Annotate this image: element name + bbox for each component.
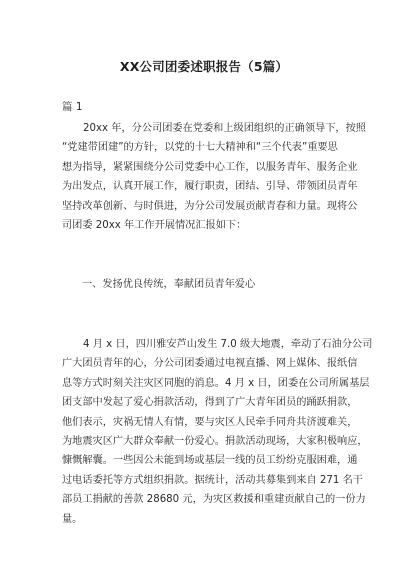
document-title: XX公司团委述职报告（5篇） (119, 59, 289, 74)
paragraph-1-line: 为出发点，认真开展工作，履行职责，团结、引导、带领团员青年 (62, 181, 358, 193)
paragraph-2-line: 过电话委托等方式组织捐款。据统计，活动共募集到来自 271 名干 (62, 474, 363, 486)
paragraph-2-line: 息等方式时刻关注灾区同胞的消息。4 月 x 日，团委在公司所属基层 (62, 377, 370, 389)
paragraph-1-line: 想为指导，紧紧围绕分公司党委中心工作，以服务青年、服务企业 (62, 161, 358, 173)
paragraph-2-line: 他们表示，灾祸无情人有情，要与灾区人民牵手同舟共济渡难关， (62, 416, 358, 428)
paragraph-2-line: 4 月 x 日，四川雅安芦山发生 7.0 级大地震，牵动了石油分公司 (83, 339, 373, 350)
paragraph-1-line: 坚持改革创新、与时俱进，为分公司发展贡献青春和力量。现将公 (62, 200, 358, 212)
paragraph-1 (62, 119, 366, 235)
paragraph-2 (62, 335, 373, 529)
paragraph-1-line: 20xx 年，分公司团委在党委和上级团组织的正确领导下，按照 (83, 123, 366, 134)
heading-1: 一、发扬优良传统，奉献团员青年爱心 (82, 279, 256, 290)
paragraph-2-line: 量。 (62, 513, 83, 525)
paragraph-2-line: 团支部中发起了爱心捐款活动，得到了广大青年团员的踊跃捐款， (62, 397, 358, 409)
section-label: 篇 1 (62, 101, 83, 113)
paragraph-1-line: “党建带团建”的方针，以党的十七大精神和“三个代表”重要思 (62, 142, 338, 154)
paragraph-2-line: 部员工捐献的善款 28680 元，为灾区救援和重建贡献自己的一份力 (62, 494, 366, 506)
paragraph-2-line: 广大团员青年的心，分公司团委通过电视直播、网上媒体、报纸信 (62, 358, 358, 370)
paragraph-2-line: 慷慨解囊。一些因公未能到场或基层一线的员工纷纷克服困难，通 (62, 455, 358, 467)
paragraph-2-line: 为地震灾区广大群众奉献一份爱心。捐款活动现场，大家积极响应， (62, 435, 368, 447)
paragraph-1-line: 司团委 20xx 年工作开展情况汇报如下： (62, 219, 247, 231)
